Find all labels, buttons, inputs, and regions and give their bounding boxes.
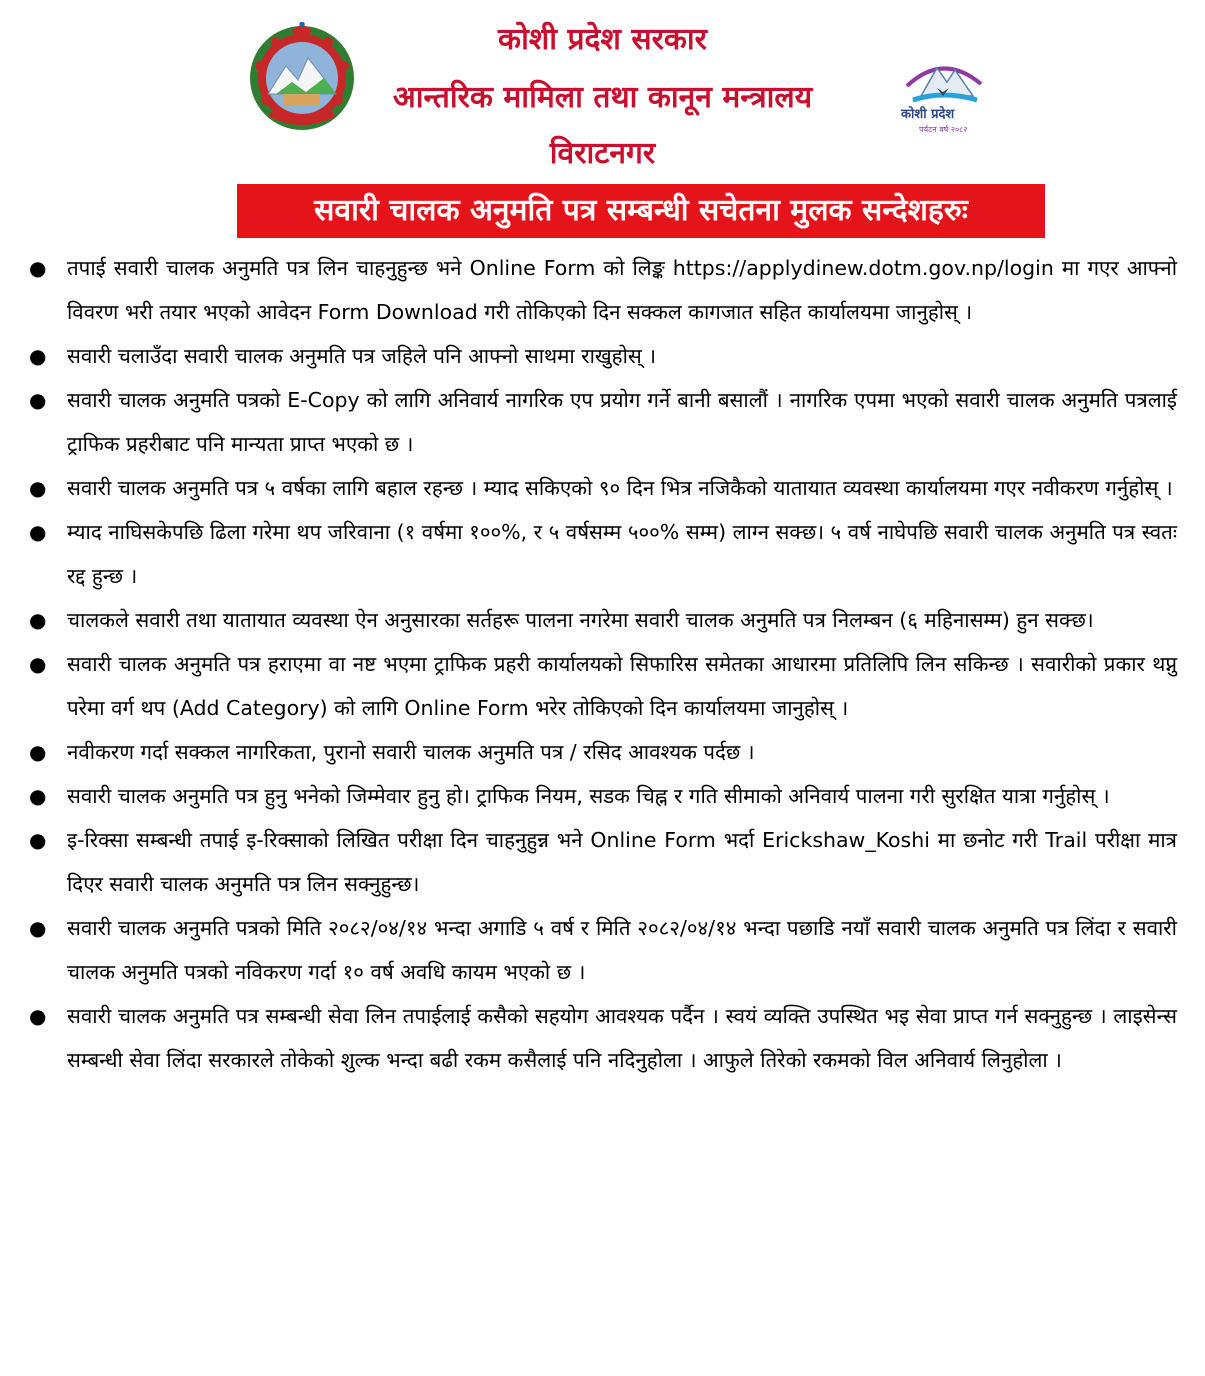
bullet-icon: ● [29,916,47,940]
bullet-icon: ● [29,476,47,500]
bullet-icon: ● [29,608,47,632]
list-item: ● तपाई सवारी चालक अनुमति पत्र लिन चाहनुहुन्छ भने Online Form को लिङ्क https://applydinew.dotm.gov.np/login मा गएर आफ्नो विवरण भरी तयार भएको आवेदन Form Download गरी तोकिएको दिन सक्कल कागजात सहित कार्यालयमा जानुहोस् । [0,246,1205,334]
list-item: ● सवारी चालक अनुमति पत्र हुनु भनेको जिम्मेवार हुनु हो। ट्राफिक नियम, सडक चिह्न र गति सीमाको अनिवार्य पालना गरी सुरक्षित यात्रा गर्नुहोस् । [0,774,1205,818]
right-logo-text2: पर्यटन वर्ष २०८२ [919,125,968,134]
bullet-icon: ● [29,740,47,764]
bullet-icon: ● [29,256,47,280]
ministry-title: आन्तरिक मामिला तथा कानून मन्त्रालय [392,80,813,115]
bullet-icon: ● [29,388,47,412]
city-title: विराटनगर [549,136,656,171]
bullet-icon: ● [29,344,47,368]
bullet-icon: ● [29,784,47,808]
bullet-icon: ● [29,828,47,852]
list-item: ● सवारी चालक अनुमति पत्र सम्बन्धी सेवा लिन तपाईलाई कसैको सहयोग आवश्यक पर्दैन । स्वयं व्यक्ति उपस्थित भइ सेवा प्राप्त गर्न सक्नुहुन्छ । लाइसेन्स सम्बन्धी सेवा लिंदा सरकारले तोकेको शुल्क भन्दा बढी रकम कसैलाई पनि नदिनुहोला । आफुले तिरेको रकमको विल अनिवार्य लिनुहोला । [0,994,1205,1082]
right-logo-text1: कोशी प्रदेश [901,107,955,122]
document-header [0,0,1205,240]
list-item: ● सवारी चालक अनुमति पत्र हराएमा वा नष्ट भएमा ट्राफिक प्रहरी कार्यालयको सिफारिस समेतका आधारमा प्रतिलिपि लिन सकिन्छ । सवारीको प्रकार थप्नु परेमा वर्ग थप (Add Category) को लागि Online Form भरेर तोकिएको दिन कार्यालयमा जानुहोस् । [0,642,1205,730]
notice-banner: सवारी चालक अनुमति पत्र सम्बन्धी सचेतना मुलक सन्देशहरुः [237,184,1045,238]
list-item: ● सवारी चलाउँदा सवारी चालक अनुमति पत्र जहिले पनि आफ्नो साथमा राखुहोस् । [0,334,1205,378]
koshi-tourism-logo-icon [893,46,993,138]
government-title: कोशी प्रदेश सरकार [498,22,707,57]
bullet-icon: ● [29,652,47,676]
list-item: ● नवीकरण गर्दा सक्कल नागरिकता, पुरानो सवारी चालक अनुमति पत्र / रसिद आवश्यक पर्दछ । [0,730,1205,774]
list-item: ● चालकले सवारी तथा यातायात व्यवस्था ऐन अनुसारका सर्तहरू पालना नगरेमा सवारी चालक अनुमति पत्र निलम्बन (६ महिनासम्म) हुन सक्छ। [0,598,1205,642]
list-item: ● सवारी चालक अनुमति पत्रको E-Copy को लागि अनिवार्य नागरिक एप प्रयोग गर्ने बानी बसालौं । नागरिक एपमा भएको सवारी चालक अनुमति पत्रलाई ट्राफिक प्रहरीबाट पनि मान्यता प्राप्त भएको छ । [0,378,1205,466]
notice-list [0,246,1205,1082]
list-item: ● म्याद नाघिसकेपछि ढिला गरेमा थप जरिवाना (१ वर्षमा १००%, र ५ वर्षसम्म ५००% सम्म) लाग्न सक्छ। ५ वर्ष नाघेपछि सवारी चालक अनुमति पत्र स्वतः रद्द हुन्छ । [0,510,1205,598]
list-item: ● इ-रिक्सा सम्बन्धी तपाई इ-रिक्साको लिखित परीक्षा दिन चाहनुहुन्न भने Online Form भर्दा Erickshaw_Koshi मा छनोट गरी Trail परीक्षा मात्र दिएर सवारी चालक अनुमति पत्र लिन सक्नुहुन्छ। [0,818,1205,906]
bullet-icon: ● [29,1004,47,1028]
list-item: ● सवारी चालक अनुमति पत्र ५ वर्षका लागि बहाल रहन्छ । म्याद सकिएको ९० दिन भित्र नजिकैको यातायात व्यवस्था कार्यालयमा गएर नवीकरण गर्नुहोस् । [0,466,1205,510]
list-item: ● सवारी चालक अनुमति पत्रको मिति २०८२/०४/१४ भन्दा अगाडि ५ वर्ष र मिति २०८२/०४/१४ भन्दा पछाडि नयाँ सवारी चालक अनुमति पत्र लिंदा र सवारी चालक अनुमति पत्रको नविकरण गर्दा १० वर्ष अवधि कायम भएको छ । [0,906,1205,994]
bullet-icon: ● [29,520,47,544]
